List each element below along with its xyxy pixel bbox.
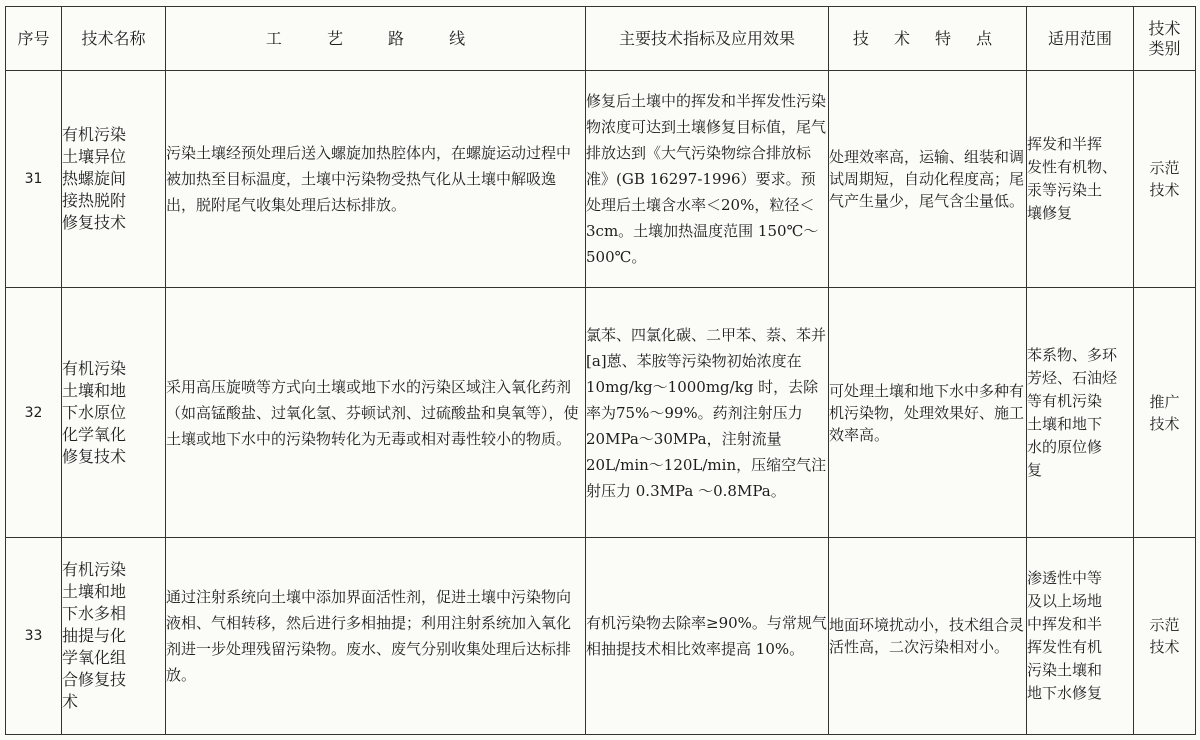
row-category: 示范 技术	[1134, 71, 1196, 288]
row-scope: 挥发和半挥 发性有机物、 汞等污染土 壤修复	[1027, 71, 1134, 288]
row-features: 地面环境扰动小，技术组合灵活性高，二次污染相对小。	[829, 538, 1027, 735]
row-route: 通过注射系统向土壤中添加界面活性剂，促进土壤中污染物向液相、气相转移，然后进行多相抽提；利用注射系统加入氧化剂进一步处理残留污染物。废水、废气分别收集处理后达标排放。	[166, 538, 586, 735]
row-route: 采用高压旋喷等方式向土壤或地下水的污染区域注入氧化药剂（如高锰酸盐、过氧化氢、芬顿试剂、过硫酸盐和臭氧等），使土壤或地下水中的污染物转化为无毒或相对毒性较小的物质。	[166, 288, 586, 538]
table-row	[6, 71, 1196, 288]
row-no: 31	[6, 71, 62, 288]
row-scope: 渗透性中等 及以上场地 中挥发和半 挥发性有机 污染土壤和 地下水修复	[1027, 538, 1134, 735]
row-name: 有机污染 土壤异位 热螺旋间 接热脱附 修复技术	[62, 71, 166, 288]
header-scope: 适用范围	[1027, 7, 1134, 71]
row-name: 有机污染 土壤和地 下水原位 化学氧化 修复技术	[62, 288, 166, 538]
row-features: 可处理土壤和地下水中多种有机污染物，处理效果好、施工效率高。	[829, 288, 1027, 538]
table-row	[6, 538, 1196, 735]
row-no: 33	[6, 538, 62, 735]
technology-table	[5, 6, 1196, 735]
row-category: 示范 技术	[1134, 538, 1196, 735]
row-features: 处理效率高，运输、组装和调试周期短，自动化程度高；尾气产生量少，尾气含尘量低。	[829, 71, 1027, 288]
row-route: 污染土壤经预处理后送入螺旋加热腔体内，在螺旋运动过程中被加热至目标温度，土壤中污染物受热气化从土壤中解吸逸出，脱附尾气收集处理后达标排放。	[166, 71, 586, 288]
header-no: 序号	[6, 7, 62, 71]
table-header-row	[6, 7, 1196, 71]
row-category: 推广 技术	[1134, 288, 1196, 538]
header-route: 工 艺 路 线	[166, 7, 586, 71]
header-features: 技 术 特 点	[829, 7, 1027, 71]
row-metrics: 氯苯、四氯化碳、二甲苯、萘、苯并[a]蒽、苯胺等污染物初始浓度在 10mg/kg～1000mg/kg 时，去除率为75%～99%。药剂注射压力20MPa～30MPa，注射流量20L/min～120L/min，压缩空气注射压力 0.3MPa ～0.8MPa。	[586, 288, 829, 538]
row-scope: 苯系物、多环 芳烃、石油烃 等有机污染 土壤和地下 水的原位修 复	[1027, 288, 1134, 538]
header-metrics: 主要技术指标及应用效果	[586, 7, 829, 71]
row-metrics: 有机污染物去除率≥90%。与常规气相抽提技术相比效率提高 10%。	[586, 538, 829, 735]
row-no: 32	[6, 288, 62, 538]
row-metrics: 修复后土壤中的挥发和半挥发性污染物浓度可达到土壤修复目标值，尾气排放达到《大气污染物综合排放标准》(GB 16297-1996）要求。预处理后土壤含水率＜20%，粒径＜3cm。土壤加热温度范围 150℃～500℃。	[586, 71, 829, 288]
row-name: 有机污染 土壤和地 下水多相 抽提与化 学氧化组 合修复技 术	[62, 538, 166, 735]
header-name: 技术名称	[62, 7, 166, 71]
table-row	[6, 288, 1196, 538]
header-category: 技术 类别	[1134, 7, 1196, 71]
